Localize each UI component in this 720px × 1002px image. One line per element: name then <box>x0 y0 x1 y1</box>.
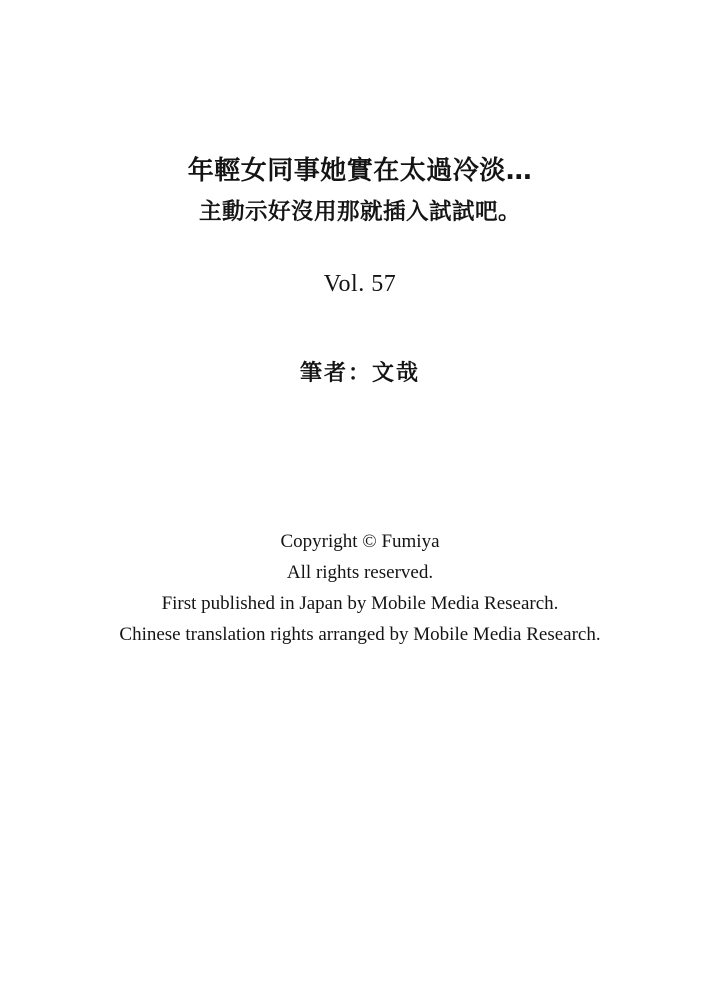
work-title-line-1: 年輕女同事她實在太過冷淡… <box>187 156 533 186</box>
author-credit: 筆者：文哉 <box>299 360 420 386</box>
work-title-line-2: 主動示好沒用那就插入試試吧。 <box>198 199 521 226</box>
copyright-line: Copyright © Fumiya <box>280 530 440 552</box>
volume-number: Vol. 57 <box>323 270 397 297</box>
rights-block <box>0 529 720 649</box>
all-rights-reserved-line: All rights reserved. <box>286 561 434 583</box>
title-block <box>0 158 720 225</box>
first-published-line: First published in Japan by Mobile Media Research. <box>161 592 559 614</box>
translation-rights-line: Chinese translation rights arranged by Mobile Media Research. <box>119 623 601 645</box>
